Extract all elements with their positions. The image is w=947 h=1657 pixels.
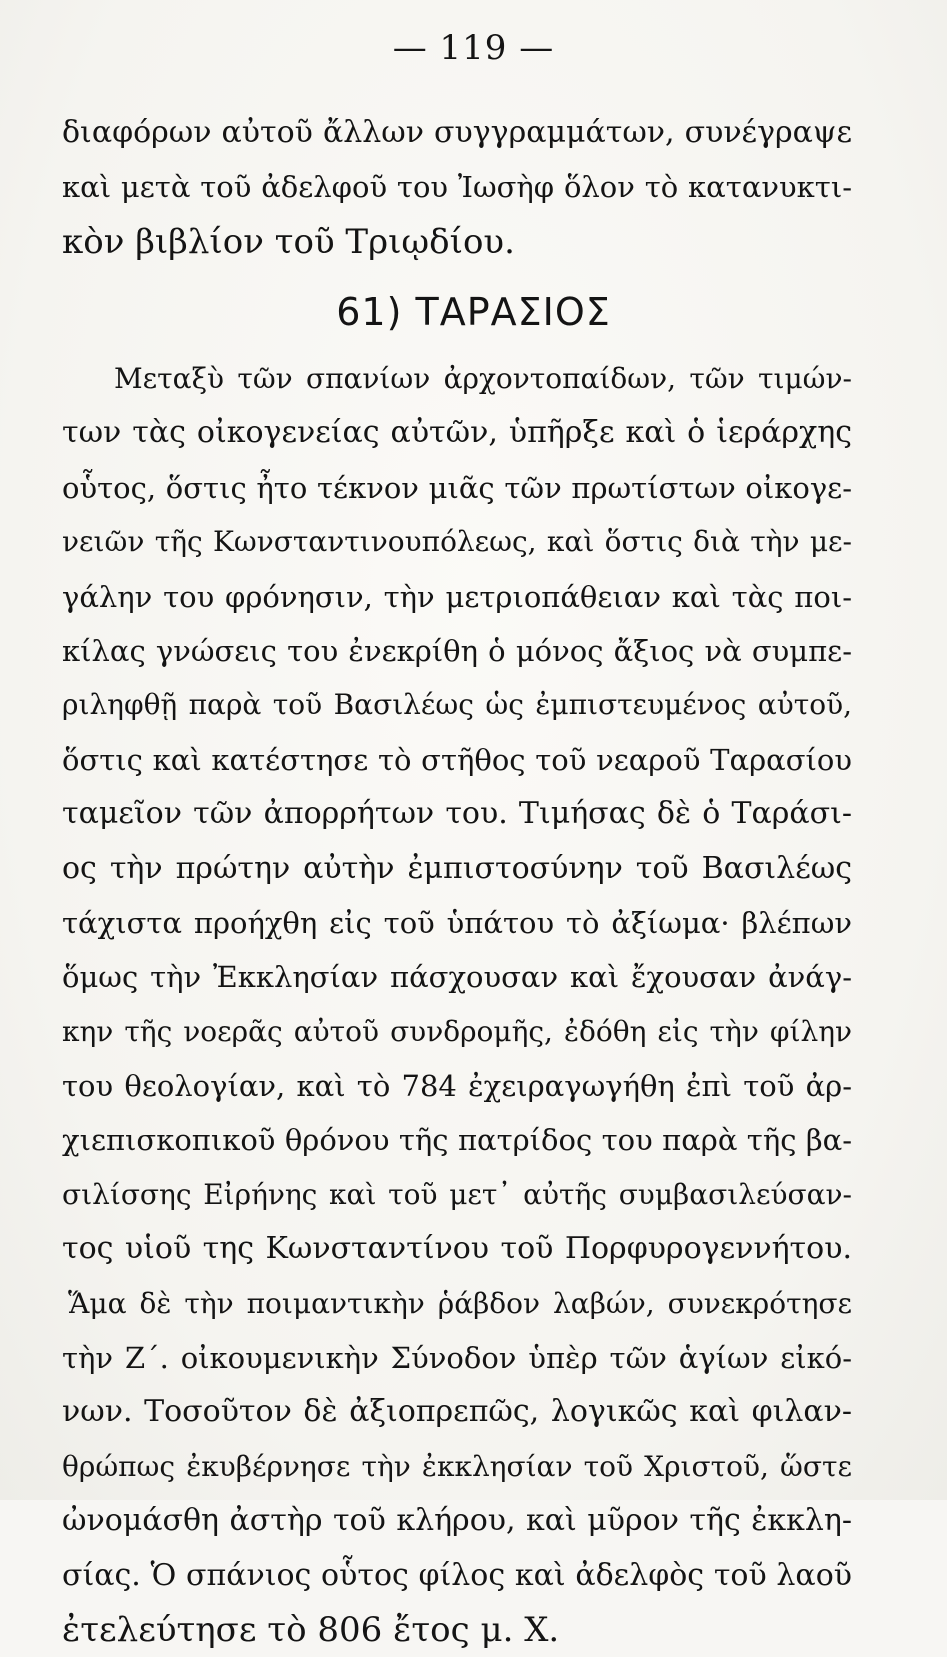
section-heading: 61) ΤΑΡΑΣΙΟΣ — [336, 290, 611, 334]
text-line: γάλην του φρόνησιν, τὴν μετριοπάθειαν καὶ τὰς ποι- — [62, 579, 852, 614]
text-line: ἐτελεύτησε τὸ 806 ἔτος μ. Χ. — [62, 1609, 560, 1650]
text-line: Ἅμα δὲ τὴν ποιμαντικὴν ῥάβδον λαβών, συνεκρότησε — [68, 1286, 852, 1320]
text-line: σιλίσσης Εἰρήνης καὶ τοῦ μετ᾽ αὐτῆς συμβασιλεύσαν- — [62, 1177, 852, 1211]
text-line: καὶ μετὰ τοῦ ἀδελφοῦ του Ἰωσὴφ ὅλον τὸ κατανυκτι- — [62, 170, 852, 205]
text-line: τος υἱοῦ της Κωνσταντίνου τοῦ Πορφυρογεννήτου. — [62, 1231, 852, 1267]
text-line: κην τῆς νοερᾶς αὐτοῦ συνδρομῆς, ἐδόθη εἰς τὴν φίλην — [62, 1014, 852, 1048]
text-line: κίλας γνώσεις του ἐνεκρίθη ὁ μόνος ἄξιος νὰ συμπε- — [62, 633, 852, 668]
text-line: ταμεῖον τῶν ἀπορρήτων του. Τιμήσας δὲ ὁ Ταράσι- — [62, 796, 852, 832]
text-line: νειῶν τῆς Κωνσταντινουπόλεως, καὶ ὅστις διὰ τὴν με- — [62, 525, 852, 559]
text-line: νων. Τοσοῦτον δὲ ἀξιοπρεπῶς, λογικῶς καὶ φιλαν- — [62, 1394, 852, 1430]
text-line: τὴν Ζ΄. οἰκουμενικὴν Σύνοδον ὑπὲρ τῶν ἁγίων εἰκό- — [62, 1341, 852, 1376]
text-line: χιεπισκοπικοῦ θρόνου τῆς πατρίδος του παρὰ τῆς βα- — [62, 1123, 852, 1158]
intro-paragraph — [62, 106, 852, 269]
page-number: — 119 — — [392, 28, 555, 68]
text-line: κὸν βιβλίον τοῦ Τριῳδίου. — [62, 221, 515, 262]
text-line: των τὰς οἰκογενείας αὐτῶν, ὑπῆρξε καὶ ὁ ἱεράρχης — [62, 415, 852, 451]
body-paragraph — [62, 352, 852, 1657]
text-line: τάχιστα προήχθη εἰς τοῦ ὑπάτου τὸ ἀξίωμα· βλέπων — [62, 905, 852, 940]
text-line: ὠνομάσθη ἀστὴρ τοῦ κλήρου, καὶ μῦρον τῆς ἐκκλη- — [62, 1503, 852, 1539]
text-line: του θεολογίαν, καὶ τὸ 784 ἐχειραγωγήθη ἐπὶ τοῦ ἀρ- — [62, 1069, 852, 1104]
text-line: θρώπως ἐκυβέρνησε τὴν ἐκκλησίαν τοῦ Χριστοῦ, ὥστε — [62, 1449, 852, 1483]
text-line: οὗτος, ὅστις ἦτο τέκνον μιᾶς τῶν πρωτίστων οἰκογε- — [62, 470, 852, 505]
text-line: διαφόρων αὐτοῦ ἄλλων συγγραμμάτων, συνέγραψε — [62, 115, 852, 150]
text-line: ος τὴν πρώτην αὐτὴν ἐμπιστοσύνην τοῦ Βασιλέως — [62, 850, 852, 886]
text-line: ριληφθῇ παρὰ τοῦ Βασιλέως ὡς ἐμπιστευμένος αὐτοῦ, — [62, 688, 852, 722]
text-line: Μεταξὺ τῶν σπανίων ἀρχοντοπαίδων, τῶν τιμών- — [114, 362, 852, 395]
text-line: σίας. Ὁ σπάνιος οὗτος φίλος καὶ ἀδελφὸς τοῦ λαοῦ — [62, 1557, 852, 1593]
text-line: ὅμως τὴν Ἐκκλησίαν πάσχουσαν καὶ ἔχουσαν ἀνάγ- — [62, 960, 852, 995]
text-line: ὅστις καὶ κατέστησε τὸ στῆθος τοῦ νεαροῦ Ταρασίου — [62, 742, 852, 777]
